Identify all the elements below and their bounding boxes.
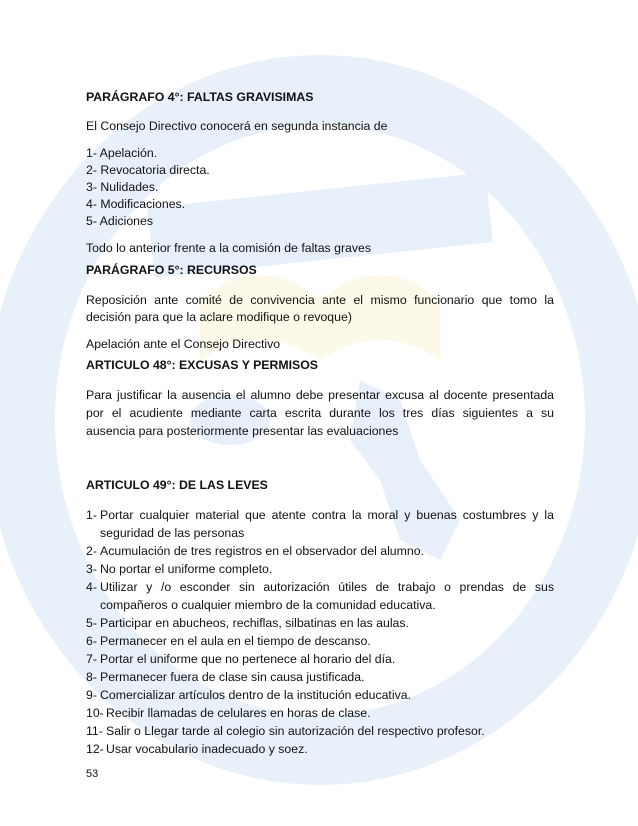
list-item: 5- Adiciones	[86, 214, 153, 228]
body-articulo-48-line2: por el acudiente mediante carta escrita durante los tres días siguientes a su	[86, 406, 554, 420]
closing-paragrafo-4: Todo lo anterior frente a la comisión de faltas graves	[86, 241, 372, 255]
heading-articulo-49: ARTICULO 49°: DE LAS LEVES	[86, 478, 268, 492]
body-paragrafo-5-line2: decisión para que la aclare modifique o revoque)	[86, 310, 352, 324]
heading-paragrafo-4: PARÁGRAFO 4°: FALTAS GRAVISIMAS	[86, 90, 314, 104]
list-item: 1- Apelación.	[86, 146, 158, 160]
body-articulo-48-line3: ausencia para posteriormente presentar las evaluaciones	[86, 424, 399, 438]
document-page: PARÁGRAFO 4°: FALTAS GRAVISIMAS El Consejo Directivo conocerá en segunda instancia de 1- Apelación. 2- Revocatoria directa. 3- Nulidades. 4- Modificaciones. 5- Adiciones Todo lo anterior frente a la comisión de faltas graves PARÁGRAFO 5°: RECURSOS Reposición ante comité de convivencia ante el mismo funcionario que tomo la decisión para que la aclare modifique o revoque) Apelación ante el Consejo Directivo ARTICULO 48°: EXCUSAS Y PERMISOS Para justificar la ausencia el alumno debe presentar excusa al docente presentada por el acudiente mediante carta escrita durante los tres días siguientes a su ausencia para posteriormente presentar las evaluaciones ARTICULO 49°: DE LAS LEVES 1- Portar cualquier material que atente contra la moral y buenas costumbres y la seguridad de las personas 2- Acumulación de tres registros en el observador del alumno. 3- No portar el uniforme completo. 4- Utilizar y /o esconder sin autorización útiles de trabajo o prendas de sus compañeros o cualquier miembro de la comunidad educativa. 5- Participar en abucheos, rechiflas, silbatinas en las aulas. 6- Permanecer en el aula en el tiempo de descanso. 7- Portar el uniforme que no pertenece al horario del día. 8- Permanecer fuera de clase sin causa justificada. 9- Comercializar artículos dentro de la institución educativa. 10- Recibir llamadas de celulares en horas de clase. 11- Salir o Llegar tarde al colegio sin autorización del respectivo profesor. 12- Usar vocabulario inadecuado y soez. 53	[0, 0, 638, 826]
intro-paragrafo-4: El Consejo Directivo conocerá en segunda instancia de	[86, 119, 388, 133]
body-paragrafo-5-apelacion: Apelación ante el Consejo Directivo	[86, 337, 281, 351]
list-item: 2- Revocatoria directa.	[86, 163, 210, 177]
heading-articulo-48: ARTICULO 48°: EXCUSAS Y PERMISOS	[86, 358, 319, 372]
list-item: 4- Modificaciones.	[86, 197, 186, 211]
list-item: 3- Nulidades.	[86, 180, 159, 194]
body-articulo-48-line1: Para justificar la ausencia el alumno debe presentar excusa al docente presentada	[86, 388, 554, 402]
heading-paragrafo-5: PARÁGRAFO 5°: RECURSOS	[86, 263, 257, 277]
body-paragrafo-5-line1: Reposición ante comité de convivencia ante el mismo funcionario que tomo la	[86, 293, 554, 307]
page-number: 53	[86, 768, 99, 780]
